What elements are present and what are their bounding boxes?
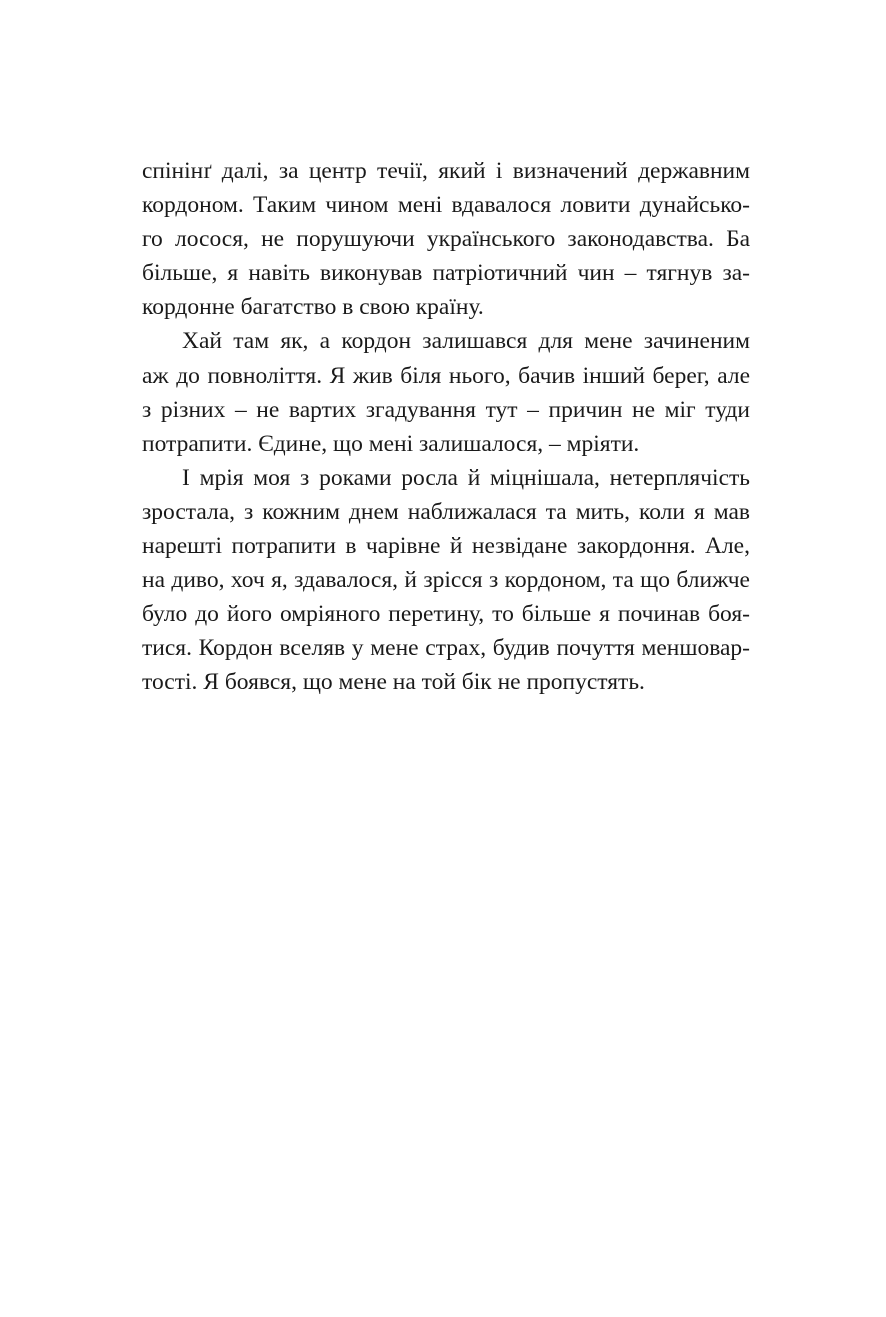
text-line: зростала, з кожним днем наближалася та мить, коли я мав: [142, 498, 750, 525]
text-line: аж до повноліття. Я жив біля нього, бачив інший берег, але: [142, 362, 750, 389]
text-line: нарешті потрапити в чарівне й незвідане закордоння. Але,: [142, 533, 750, 560]
text-line: потрапити. Єдине, що мені залишалося, – мріяти.: [142, 430, 640, 457]
text-line: було до його омріяного перетину, то більше я починав боя-: [142, 601, 750, 628]
text-line: з різних – не вартих згадування тут – причин не міг туди: [142, 396, 750, 423]
paragraph-first-line: Хай там як, а кордон залишався для мене зачиненим: [182, 328, 750, 355]
text-line: кордонне багатство в свою країну.: [142, 294, 484, 321]
text-line: тості. Я боявся, що мене на той бік не пропустять.: [142, 669, 645, 696]
text-line: кордоном. Таким чином мені вдавалося ловити дунайсько-: [142, 192, 750, 219]
text-line: на диво, хоч я, здавалося, й зрісся з кордоном, та що ближче: [142, 567, 750, 594]
page-text: [142, 154, 750, 700]
text-line: більше, я навіть виконував патріотичний чин – тягнув за-: [142, 260, 750, 287]
text-line: спінінґ далі, за центр течії, який і визначений державним: [142, 158, 750, 184]
paragraph-first-line: І мрія моя з роками росла й міцнішала, нетерплячість: [182, 464, 750, 491]
text-line: го лосося, не порушуючи українського законодавства. Ба: [142, 226, 750, 253]
text-line: тися. Кордон вселяв у мене страх, будив почуття меншовар-: [142, 635, 750, 662]
